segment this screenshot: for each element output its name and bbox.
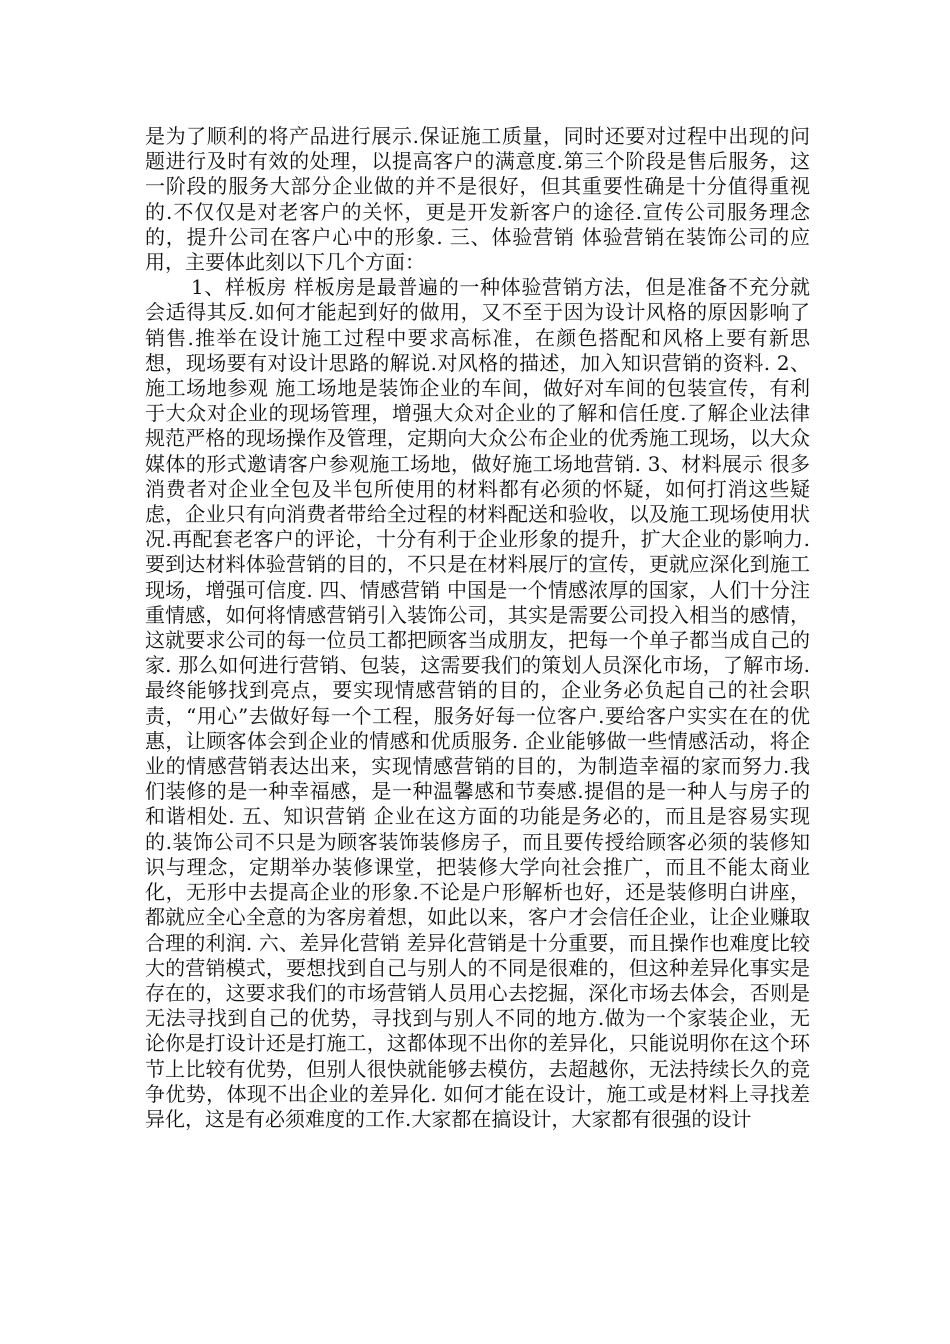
body-text — [145, 124, 810, 1132]
paragraph-experience-marketing: 1、样板房 样板房是最普遍的一种体验营销方法，但是准备不充分就会适得其反.如何才能起到好的做用，又不至于因为设计风格的原因影响了销售.推举在设计施工过程中要求高标准，在颜色搭配和风格上要有新思想，现场要有对设计思路的解说.对风格的描述，加入知识营销的资料. 2、施工场地参观 施工场地是装饰企业的车间，做好对车间的包装宣传，有利于大众对企业的现场管理，增强大众对企业的了解和信任度.了解企业法律规范严格的现场操作及管理，定期向大众公布企业的优秀施工现场，以大众媒体的形式邀请客户参观施工场地，做好施工场地营销. 3、材料展示 很多消费者对企业全包及半包所使用的材料都有必须的怀疑，如何打消这些疑虑，企业只有向消费者带给全过程的材料配送和验收，以及施工现场使用状况.再配套老客户的评论，十分有利于企业形象的提升，扩大企业的影响力.要到达材料体验营销的目的，不只是在材料展厅的宣传，更就应深化到施工现场，增强可信度. 四、情感营销 中国是一个情感浓厚的国家，人们十分注重情感，如何将情感营销引入装饰公司，其实是需要公司投入相当的感情，这就要求公司的每一位员工都把顾客当成朋友，把每一个单子都当成自己的家. 那么如何进行营销、包装，这需要我们的策划人员深化市场，了解市场.最终能够找到亮点，要实现情感营销的目的，企业务必负起自己的社会职责，“用心”去做好每一个工程，服务好每一位客户.要给客户实实在在的优惠，让顾客体会到企业的情感和优质服务. 企业能够做一些情感活动，将企业的情感营销表达出来，实现情感营销的目的，为制造幸福的家而努力.我们装修的是一种幸福感，是一种温馨感和节奏感.提倡的是一种人与房子的和谐相处. 五、知识营销 企业在这方面的功能是务必的，而且是容易实现的.装饰公司不只是为顾客装饰装修房子，而且要传授给顾客必须的装修知识与理念，定期举办装修课堂，把装修大学向社会推广，而且不能太商业化，无形中去提高企业的形象.不论是户形解析也好，还是装修明白讲座，都就应全心全意的为客房着想，如此以来，客户才会信任企业，让企业赚取合理的利润. 六、差异化营销 差异化营销是十分重要，而且操作也难度比较大的营销模式，要想找到自己与别人的不同是很难的，但这种差异化事实是存在的，这要求我们的市场营销人员用心去挖掘，深化市场去体会，否则是无法寻找到自己的优势，寻找到与别人不同的地方.做为一个家装企业，无论你是打设计还是打施工，这都体现不出你的差异化，只能说明你在这个环节上比较有优势，但别人很快就能够去模仿，去超越你，无法持续长久的竞争优势，体现不出企业的差异化. 如何才能在设计，施工或是材料上寻找差异化，这是有必须难度的工作.大家都在搞设计，大家都有很强的设计 — [145, 275, 810, 1131]
paragraph-service-stages: 是为了顺利的将产品进行展示.保证施工质量，同时还要对过程中出现的问题进行及时有效的处理，以提高客户的满意度.第三个阶段是售后服务，这一阶段的服务大部分企业做的并不是很好，但其重要性确是十分值得重视的.不仅仅是对老客户的关怀，更是开发新客户的途径.宣传公司服务理念的，提升公司在客户心中的形象. 三、体验营销 体验营销在装饰公司的应用，主要体此刻以下几个方面： — [145, 124, 810, 275]
